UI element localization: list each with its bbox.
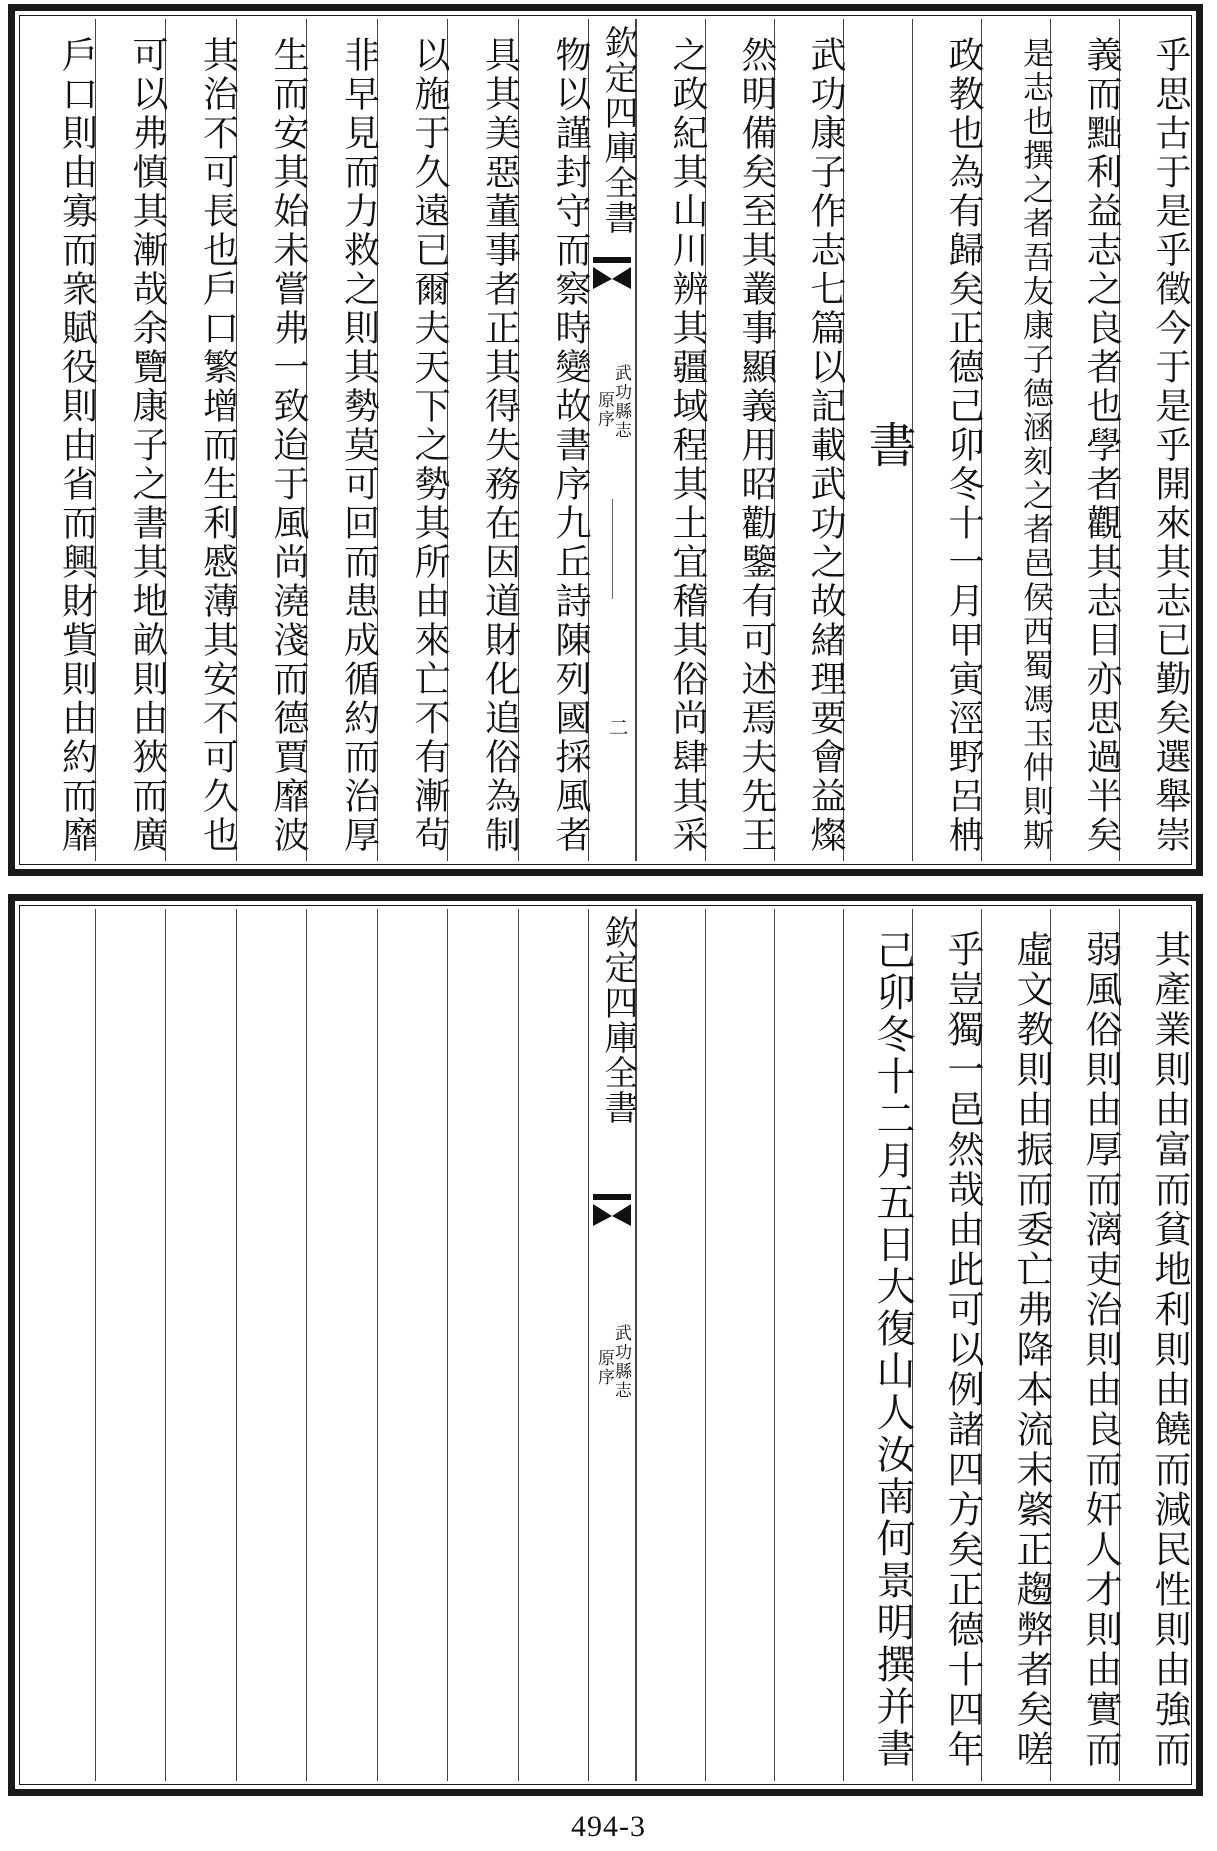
- bottom-text-column-left-5: [236, 909, 307, 1781]
- top-text-column-left-4: [306, 19, 380, 861]
- top-text-line: 生而安其始未嘗弗一致迨于風尚澆淺而德賈靡波: [268, 35, 309, 855]
- top-center-title: 欽定四庫全書: [598, 25, 638, 235]
- top-text-column-right-6: [774, 19, 846, 861]
- bottom-page-frame: [8, 894, 1203, 1796]
- top-text-line: 然明備矣至其叢事顯義用昭勸鑒有可述焉夫先王: [736, 35, 777, 855]
- top-text-line: 政教也為有歸矣正德己卯冬十一月甲寅涇野呂柟: [943, 35, 984, 855]
- top-text-column-left-5: [236, 19, 307, 861]
- top-text-column-right-7: [705, 19, 777, 861]
- bottom-text-column-left-6: [165, 909, 236, 1781]
- bottom-text-column-right-5: [843, 909, 915, 1781]
- bottom-text-column-right-2: [1050, 909, 1122, 1781]
- top-text-column-right-2: [1050, 19, 1122, 861]
- bottom-center-book-title: 武功縣志: [611, 1324, 631, 1400]
- top-text-column-right-8: [636, 19, 708, 861]
- top-center-column: [588, 19, 636, 861]
- top-text-line: 武功康子作志七篇以記載武功之故緒理要會益燦: [805, 35, 846, 855]
- top-center-book-title: 武功縣志: [611, 364, 631, 440]
- top-text-column-right-3: [981, 19, 1053, 861]
- bottom-text-column-right-6: [774, 909, 843, 1781]
- bottom-text-column-left-4: [306, 909, 377, 1781]
- bottom-text-line: 乎豈獨一邑然哉由此可以例諸四方矣正德十四年: [941, 930, 984, 1770]
- top-text-line: 乎思古于是乎徵今于是乎開來其志已勤矣選舉崇: [1150, 35, 1191, 855]
- bottom-text-column-left-3: [377, 909, 448, 1781]
- top-text-line: 其治不可長也戶口繁增而生利慼薄其安不可久也: [197, 35, 239, 855]
- bottom-center-column: [588, 909, 636, 1781]
- top-fishtail-mark: [593, 257, 631, 289]
- top-text-line: 是志也撰之者吾友康子德涵刻之者邑侯西蜀馮玉仲則斯: [1017, 37, 1053, 853]
- top-text-column-right-1: [1119, 19, 1191, 861]
- top-text-line: 書: [860, 419, 916, 471]
- bottom-text-line: 弱風俗則由厚而漓吏治則由良而奸人才則由實而: [1079, 930, 1122, 1770]
- bottom-fishtail-mark: [593, 1194, 631, 1226]
- top-center-folio: 二: [605, 717, 629, 737]
- top-text-column-right-4: [912, 19, 984, 861]
- top-text-line: 可以弗慎其漸哉余覽康子之書其地畝則由狹而廣: [127, 35, 168, 855]
- top-text-line: 物以謹封守而察時變故書序九丘詩陳列國採風者: [550, 35, 591, 855]
- bottom-text-column-left-2: [447, 909, 518, 1781]
- top-text-column-left-1: [518, 19, 589, 861]
- bottom-text-column-right-4: [912, 909, 984, 1781]
- bottom-text-line: 其產業則由富而貧地利則由饒而減民性則由強而: [1148, 930, 1191, 1770]
- top-center-line: [612, 499, 613, 599]
- bottom-page-body: [23, 909, 1191, 1781]
- top-text-column-left-3: [377, 19, 448, 861]
- top-text-column-left-8: [24, 19, 98, 861]
- top-text-column-left-2: [447, 19, 521, 861]
- bottom-text-column-right-1: [1119, 909, 1191, 1781]
- top-text-column-left-6: [165, 19, 239, 861]
- bottom-text-line: 己卯冬十二月五日大復山人汝南何景明撰并書: [870, 930, 915, 1770]
- bottom-center-title: 欽定四庫全書: [598, 915, 638, 1125]
- top-page-body: [23, 19, 1191, 861]
- bottom-text-column-right-7: [705, 909, 774, 1781]
- bottom-text-column-right-8: [636, 909, 705, 1781]
- bottom-text-column-left-8: [24, 909, 95, 1781]
- bottom-text-line: 虛文教則由振而委亡弗降本流末綮正趨弊者矣嗟: [1010, 930, 1053, 1770]
- top-center-section: 原序: [594, 391, 614, 429]
- top-text-line: 非早見而力救之則其勢莫可回而患成循約而治厚: [338, 35, 380, 855]
- page-number: 494-3: [571, 1810, 646, 1843]
- top-page-frame: [8, 4, 1203, 876]
- top-text-column-right-5: [843, 19, 916, 861]
- top-text-line: 之政紀其山川辨其疆域程其土宜稽其俗尚肆其采: [667, 35, 708, 855]
- bottom-text-column-left-1: [518, 909, 589, 1781]
- bottom-text-column-left-7: [95, 909, 166, 1781]
- top-text-line: 具其美惡董事者正其得失務在因道財化追俗為制: [479, 35, 521, 855]
- top-text-column-left-7: [95, 19, 166, 861]
- bottom-center-section: 原序: [594, 1349, 614, 1387]
- top-text-line: 義而黜利益志之良者也學者觀其志目亦思過半矣: [1081, 35, 1122, 855]
- top-text-line: 戶口則由寡而衆賦役則由省而興財貲則由約而靡: [56, 35, 98, 855]
- top-text-line: 以施于久遠已爾夫天下之勢其所由來亡不有漸茍: [409, 35, 450, 855]
- bottom-text-column-right-3: [981, 909, 1053, 1781]
